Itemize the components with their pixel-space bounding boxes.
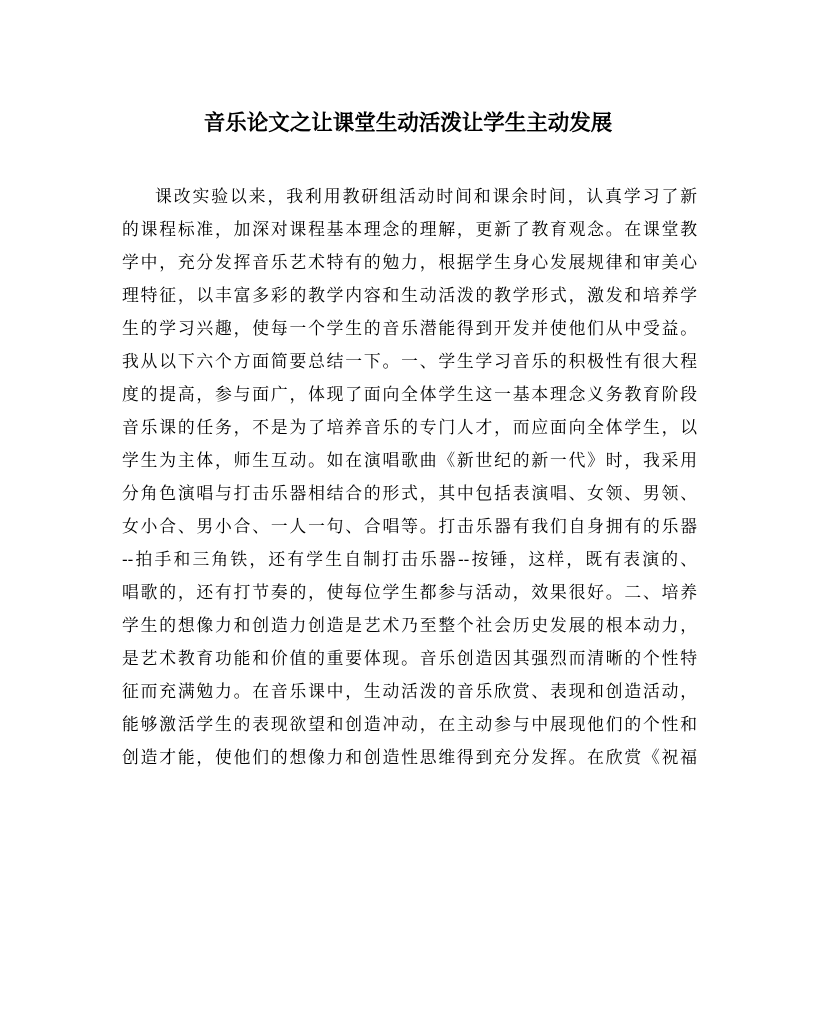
body-line-10: 分角色演唱与打击乐器相结合的形式，其中包括表演唱、女领、男领、 [122, 483, 697, 503]
body-line-11: 女小合、男小合、一人一句、合唱等。打击乐器有我们自身拥有的乐器 [122, 516, 697, 536]
body-line-7: 度的提高，参与面广，体现了面向全体学生这一基本理念义务教育阶段 [122, 384, 697, 404]
body-line-8: 音乐课的任务，不是为了培养音乐的专门人才，而应面向全体学生，以 [122, 417, 697, 437]
body-line-13: 唱歌的，还有打节奏的，使每位学生都参与活动，效果很好。二、培养 [122, 582, 697, 602]
body-line-15: 是艺术教育功能和价值的重要体现。音乐创造因其强烈而清晰的个性特 [122, 648, 697, 668]
body-line-3: 学中，充分发挥音乐艺术特有的勉力，根据学生身心发展规律和审美心 [122, 252, 697, 272]
body-line-17: 能够激活学生的表现欲望和创造冲动，在主动参与中展现他们的个性和 [122, 714, 697, 734]
document-title: 音乐论文之让课堂生动活泼让学生主动发展 [203, 111, 613, 136]
body-line-12: --拍手和三角铁，还有学生自制打击乐器--按锤，这样，既有表演的、 [122, 549, 697, 569]
body-line-16: 征而充满勉力。在音乐课中，生动活泼的音乐欣赏、表现和创造活动， [122, 681, 697, 701]
body-line-5: 生的学习兴趣，使每一个学生的音乐潜能得到开发并使他们从中受益。 [122, 318, 697, 338]
body-line-14: 学生的想像力和创造力创造是艺术乃至整个社会历史发展的根本动力， [122, 615, 697, 635]
body-line-4: 理特征，以丰富多彩的教学内容和生动活泼的教学形式，激发和培养学 [122, 285, 697, 305]
body-line-18: 创造才能，使他们的想像力和创造性思维得到充分发挥。在欣赏《祝福 [122, 747, 697, 767]
document-body [122, 180, 697, 774]
body-line-6: 我从以下六个方面简要总结一下。一、学生学习音乐的积极性有很大程 [122, 351, 697, 371]
body-line-1: 课改实验以来，我利用教研组活动时间和课余时间，认真学习了新 [155, 186, 697, 206]
body-line-2: 的课程标准，加深对课程基本理念的理解，更新了教育观念。在课堂教 [122, 219, 697, 239]
body-line-9: 学生为主体，师生互动。如在演唱歌曲《新世纪的新一代》时，我采用 [122, 450, 697, 470]
